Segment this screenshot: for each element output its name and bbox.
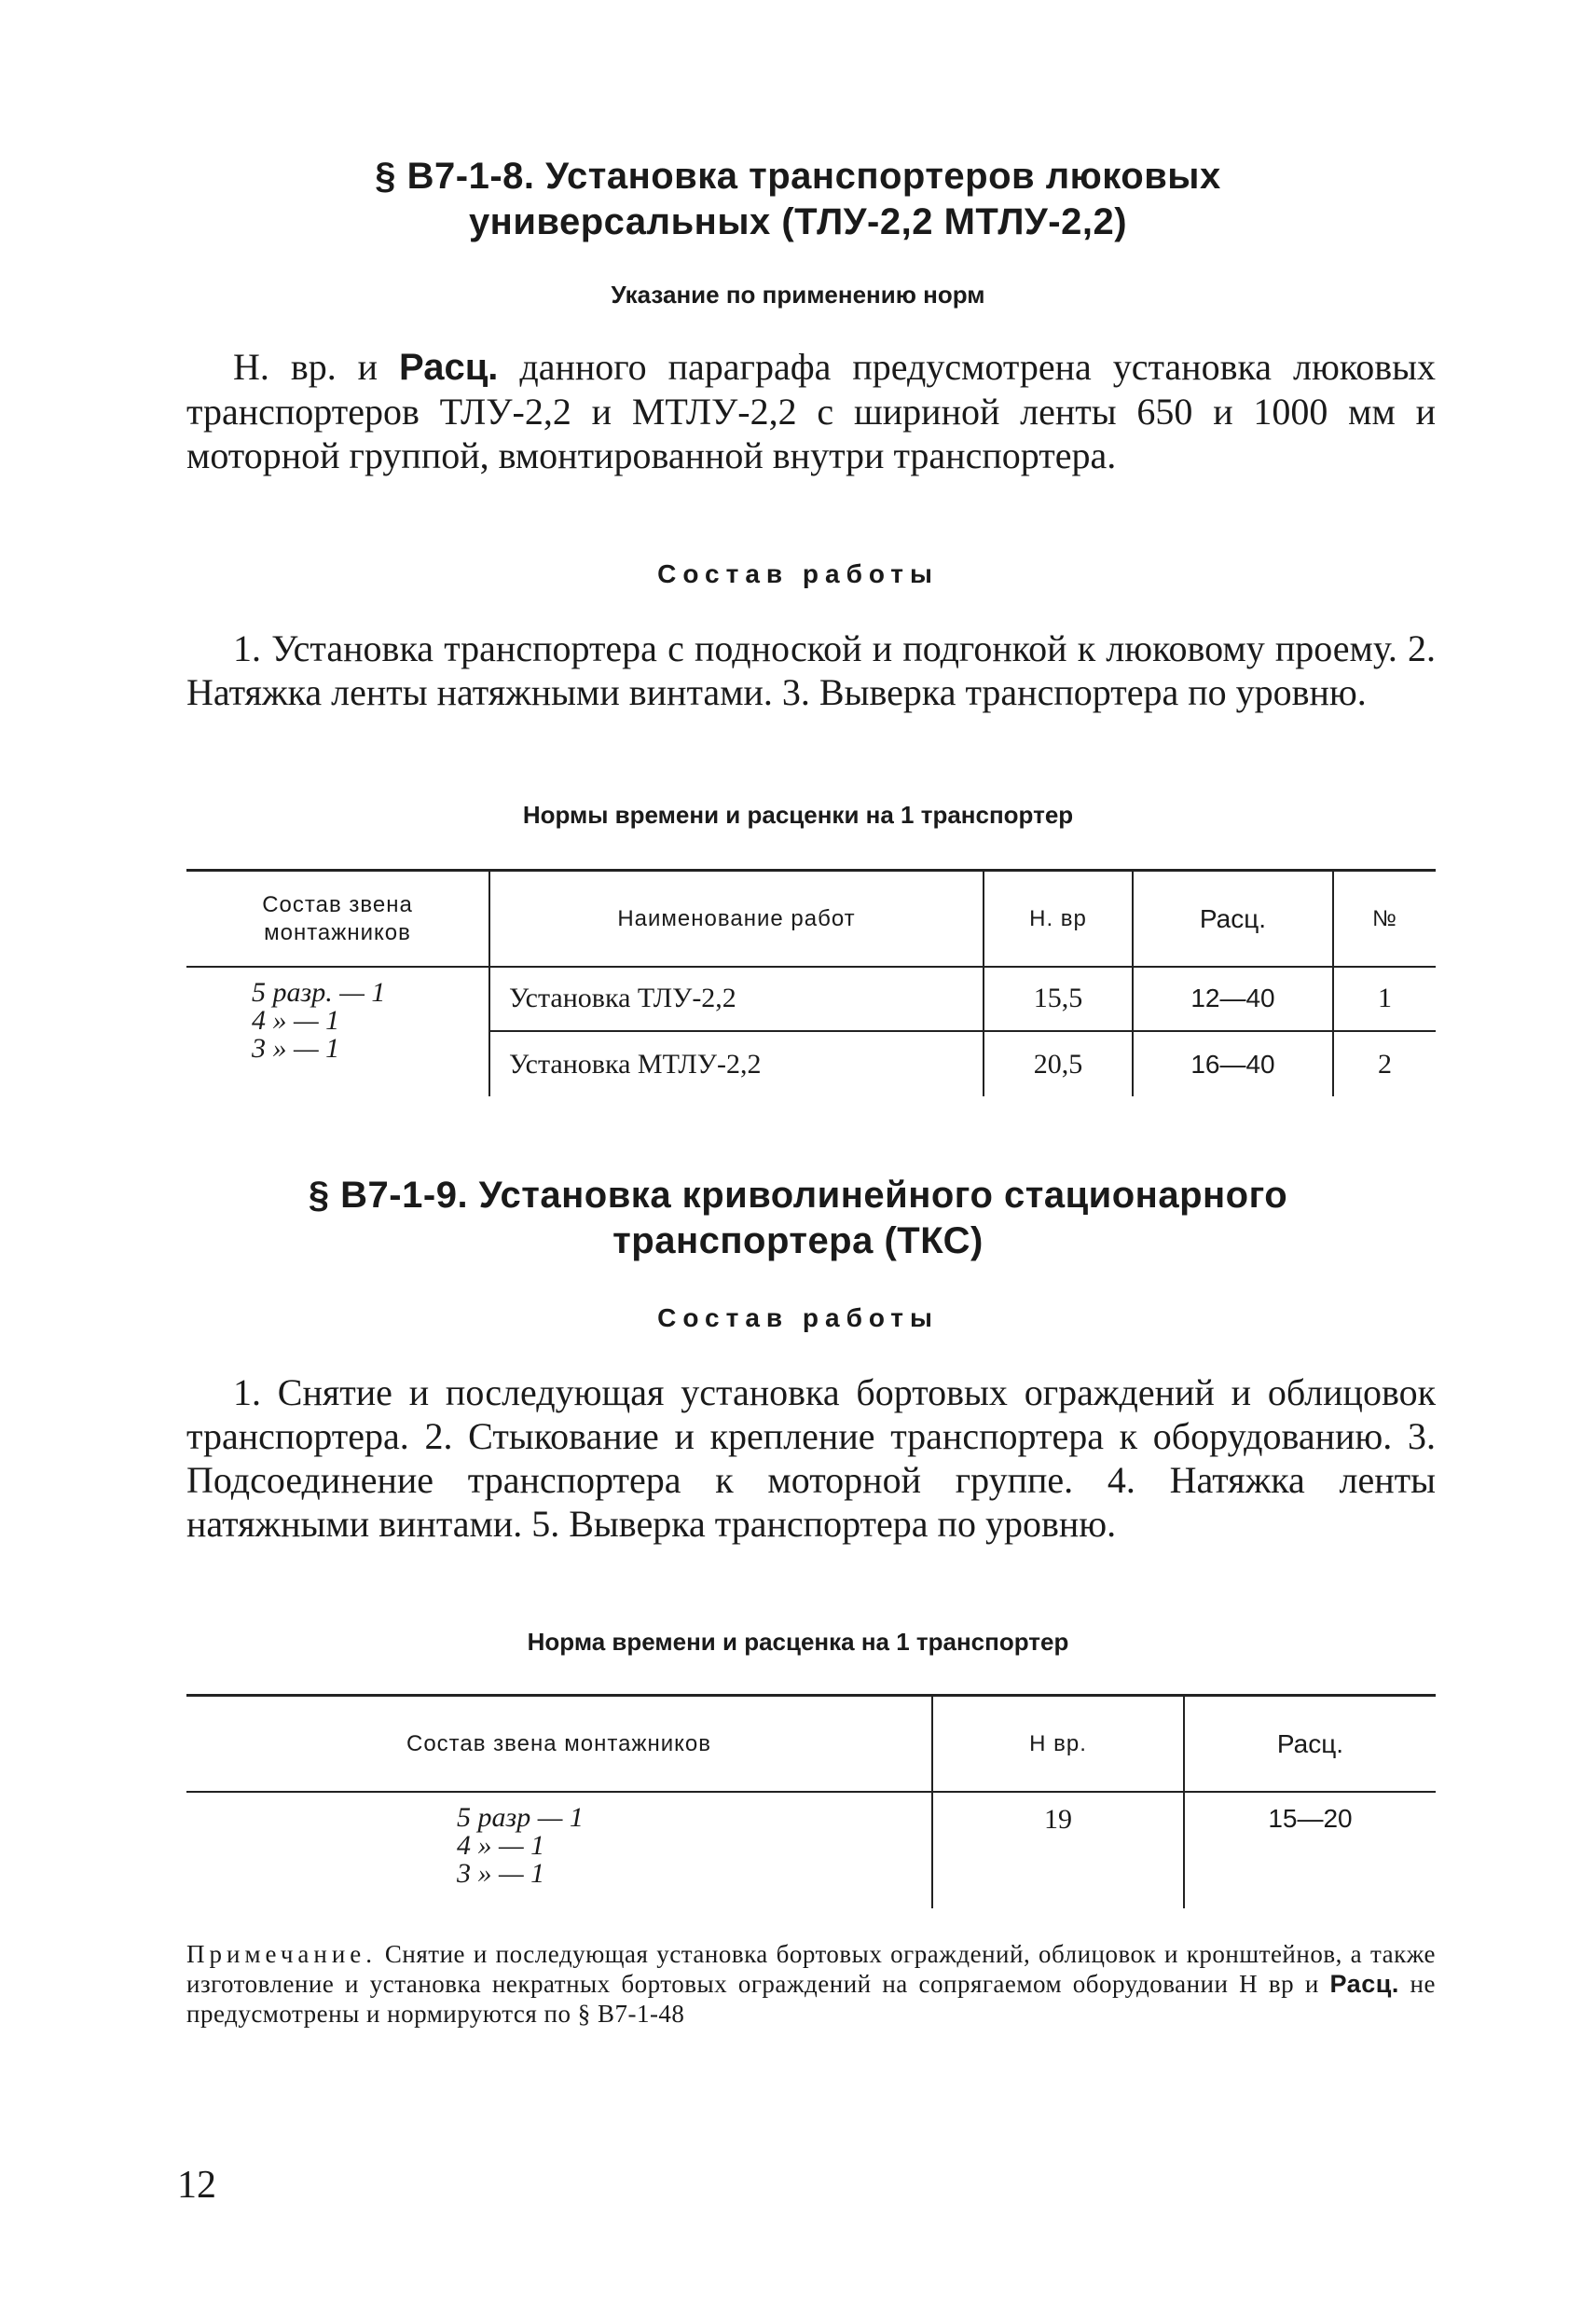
crew-line: 3 » — 1: [457, 1858, 545, 1889]
note-bold-term: Расц.: [1329, 1970, 1399, 1998]
table1-work-cell: Установка МТЛУ-2,2: [489, 1031, 984, 1096]
table1-rate-cell: 16—40: [1133, 1031, 1333, 1096]
note-text-part1: Снятие и последующая установка бортовых ограждений, облицовок и кронштейнов, а также изготовление и установка некратных бортовых ограждений на сопрягаемом оборудовании Н вр и: [186, 1940, 1436, 1998]
table1-num-cell: 2: [1333, 1031, 1436, 1096]
note-label: Примечание.: [186, 1940, 378, 1968]
table2-header-norm: Н вр.: [932, 1697, 1184, 1791]
table1-header-rate: Расц.: [1133, 872, 1333, 966]
usage-rest: данного параграфа предусмотрена установка люковых транспортеров ТЛУ-2,2 и МТЛУ-2,2 с шириной ленты 650 и 1000 мм и моторной группой, вмонтированной внутри транспортера.: [186, 346, 1437, 476]
table1-header-norm: Н. вр: [984, 872, 1133, 966]
table2: [186, 1697, 1436, 1908]
table1-norm-cell: 20,5: [984, 1031, 1133, 1096]
usage-bold-term: Расц.: [399, 347, 499, 388]
table1-header-crew: Состав звена монтажников: [262, 891, 413, 945]
table2-header-rate: Расц.: [1184, 1697, 1436, 1791]
note-text-part2: не предусмотрены и нормируются по § В7-1-48: [186, 1970, 1436, 2028]
table1-work-cell: Установка ТЛУ-2,2: [489, 966, 984, 1031]
table1-row: [186, 966, 1436, 1031]
section1-title: [140, 154, 1456, 245]
table2-header-crew: Состав звена монтажников: [406, 1730, 712, 1756]
table2-norm-cell: 19: [932, 1791, 1184, 1908]
section2-work-heading: Состав работы: [657, 1303, 939, 1332]
section2-title: [140, 1173, 1456, 1264]
table1-crew-cell: [186, 966, 489, 1096]
section1-title-line2: универсальных (ТЛУ-2,2 МТЛУ-2,2): [468, 201, 1128, 242]
table1-header-work: Наименование работ: [489, 872, 984, 966]
table1-num-cell: 1: [1333, 966, 1436, 1031]
section2-title-line2: транспортера (ТКС): [612, 1220, 984, 1261]
crew-line: 5 разр — 1: [457, 1802, 584, 1833]
table2-header-row: [186, 1697, 1436, 1791]
table2-rate-cell: 15—20: [1184, 1791, 1436, 1908]
section2-note: [186, 1939, 1436, 2029]
table1-rate-cell: 12—40: [1133, 966, 1333, 1031]
table1-header-row: [186, 872, 1436, 966]
section1-title-line1: § В7-1-8. Установка транспортеров люковых: [375, 156, 1221, 197]
section2-title-line1: § В7-1-9. Установка криволинейного стационарного: [308, 1175, 1288, 1216]
section1-usage-heading: Указание по применению норм: [611, 281, 985, 309]
section1-table-caption: Нормы времени и расценки на 1 транспортер: [522, 801, 1074, 829]
page-number: 12: [177, 2164, 216, 2207]
section2-table-caption: Норма времени и расценка на 1 транспортер: [527, 1628, 1069, 1656]
crew-line: 4 » — 1: [252, 1005, 340, 1036]
crew-line: 5 разр. — 1: [252, 977, 386, 1008]
table1-header-num: №: [1333, 872, 1436, 966]
table2-crew-cell: [186, 1791, 932, 1908]
crew-line: 4 » — 1: [457, 1830, 545, 1861]
section2-work-paragraph: 1. Снятие и последующая установка бортовых ограждений и облицовок транспортера. 2. Стыкование и крепление транспортера к оборудованию. 3. Подсоединение транспортера к моторной группе. 4. Натяжка ленты натяжными винтами. 5. Выверка транспортера по уровню.: [186, 1371, 1436, 1545]
section1-work-paragraph: 1. Установка транспортера с подноской и подгонкой к люковому проему. 2. Натяжка ленты натяжными винтами. 3. Выверка транспортера по уровню.: [186, 627, 1436, 713]
table1: [186, 872, 1436, 1096]
table1-norm-cell: 15,5: [984, 966, 1133, 1031]
section1-usage-paragraph: [186, 345, 1436, 477]
crew-line: 3 » — 1: [252, 1033, 340, 1064]
table2-row: [186, 1791, 1436, 1908]
section1-work-heading: Состав работы: [657, 559, 939, 588]
usage-prefix: Н. вр. и: [233, 346, 400, 388]
